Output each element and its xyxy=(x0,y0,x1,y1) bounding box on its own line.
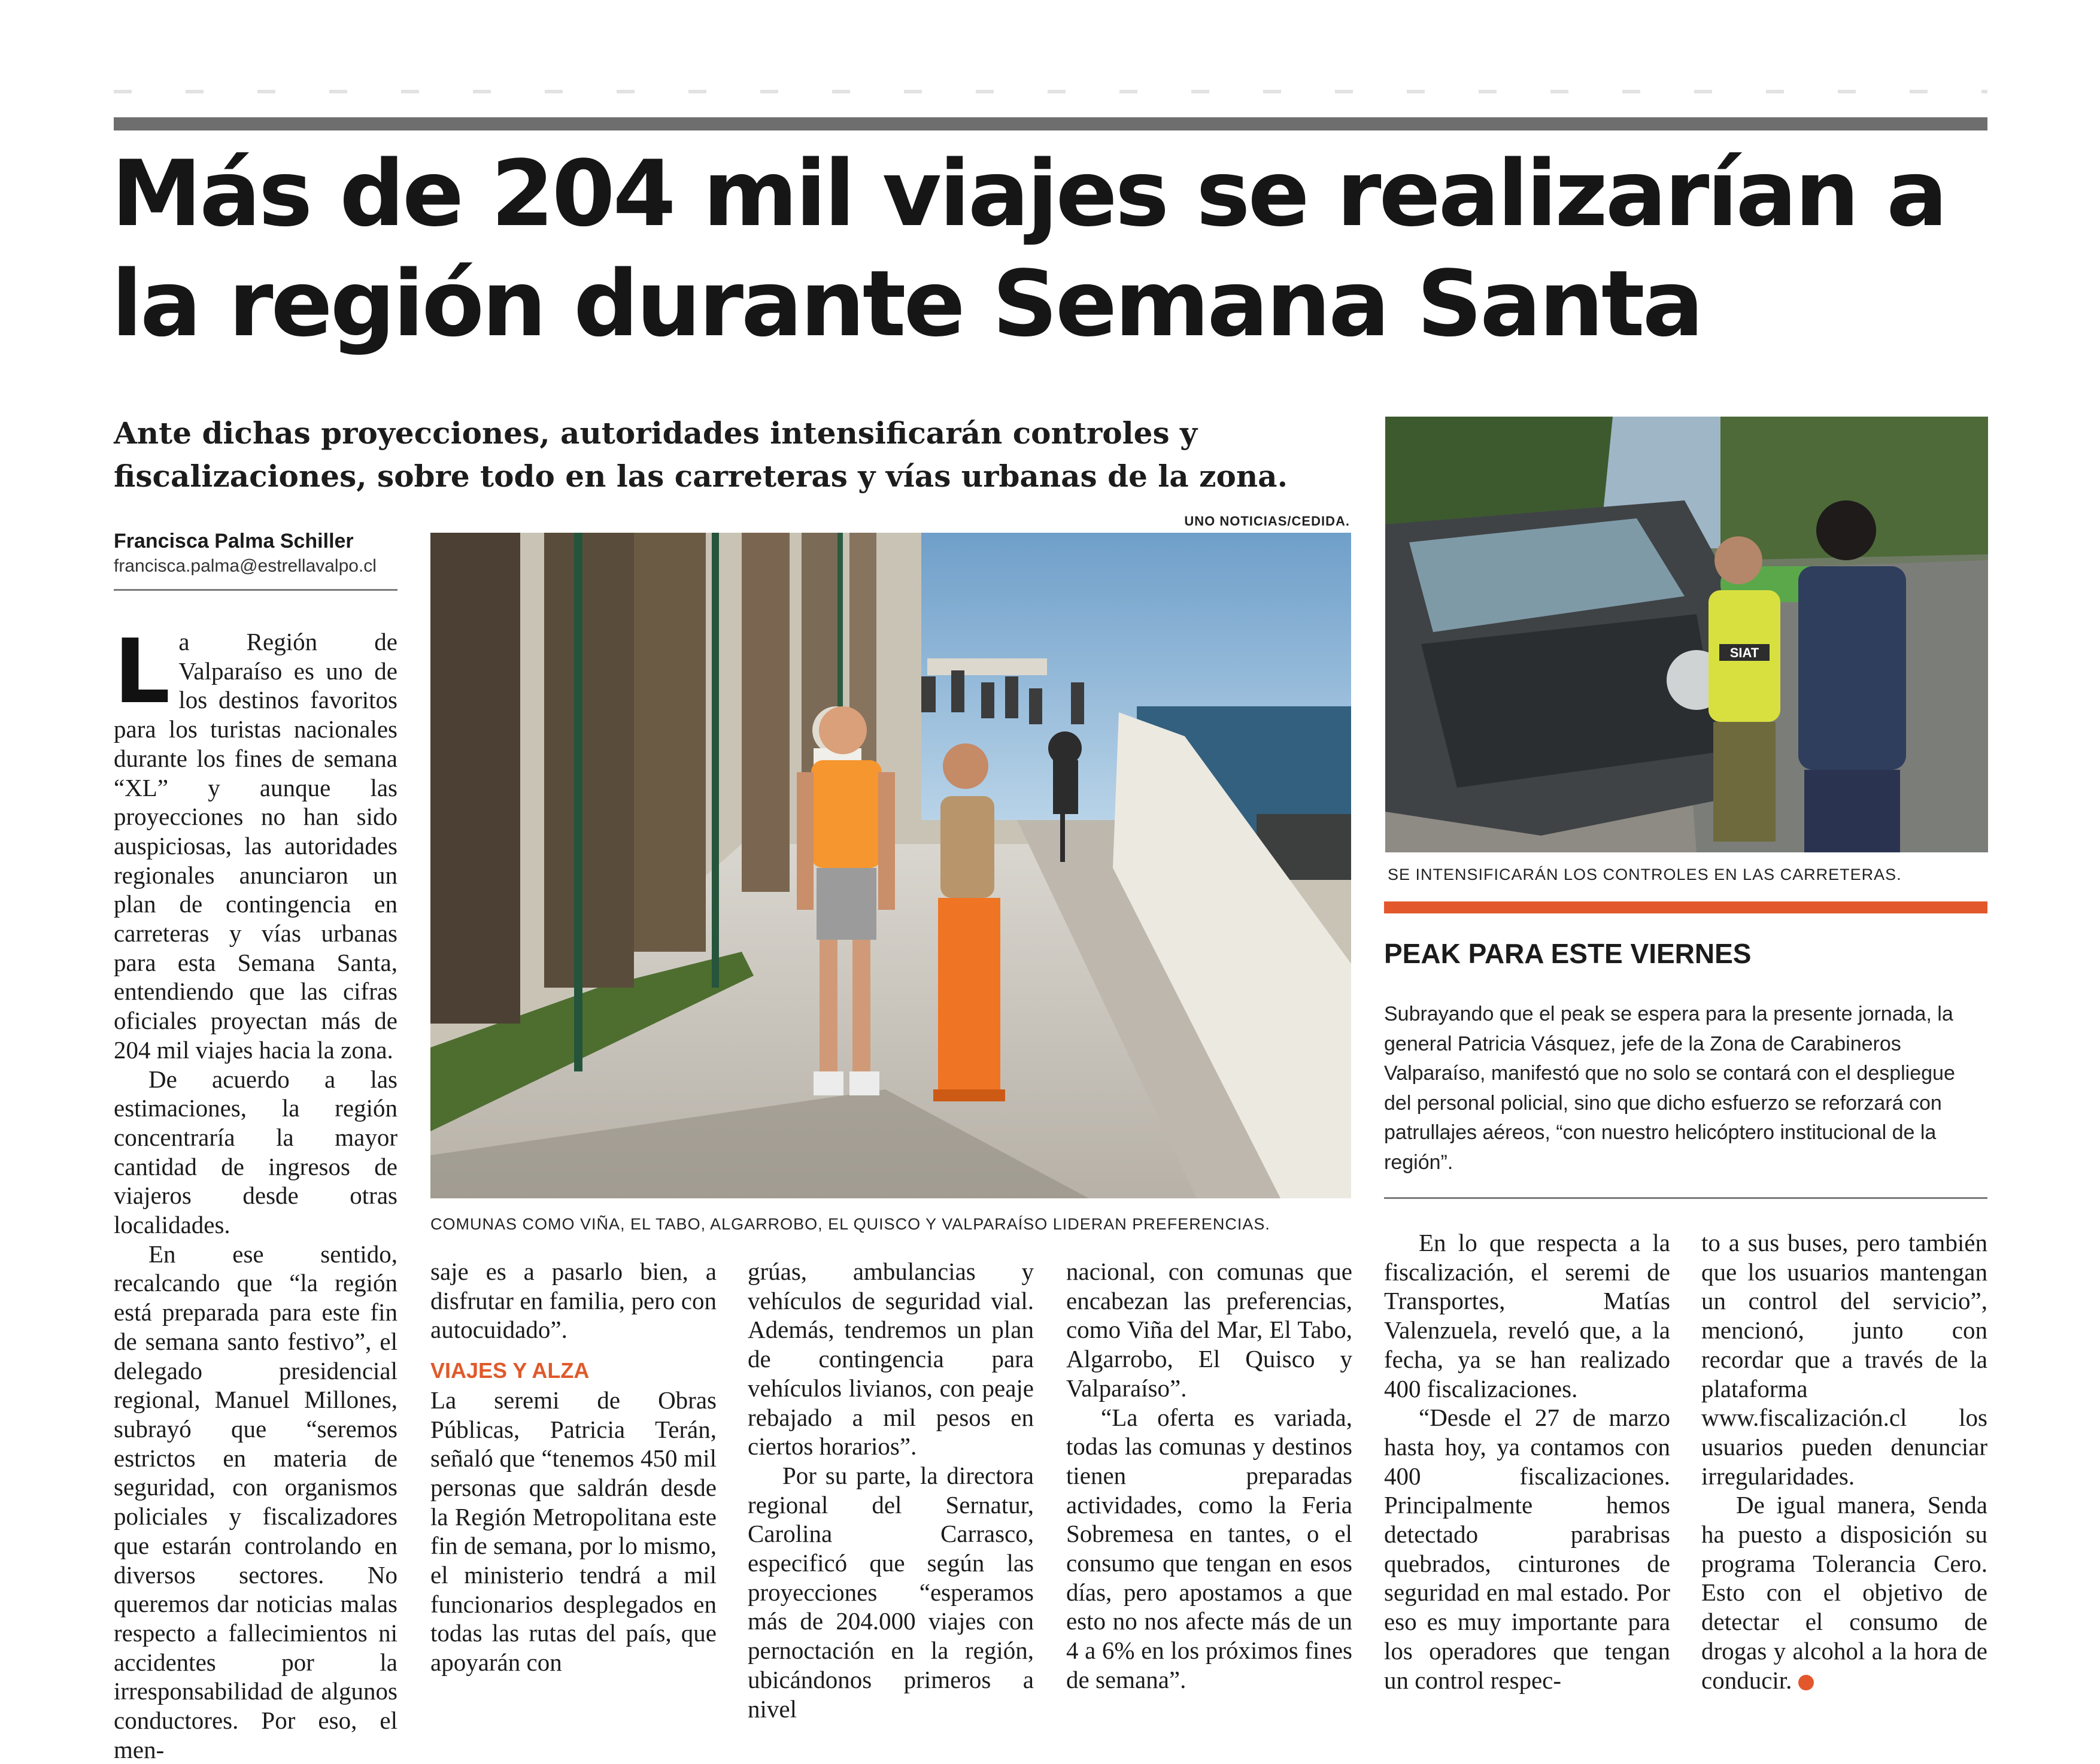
sidebar-rule xyxy=(1384,1197,1987,1199)
col2-paragraph-2: La seremi de Obras Públicas, Patricia Terán, señaló que “tenemos 450 mil personas que saldrán desde la Región Metropolitana este fin de semana, por lo mismo, el ministerio tendrá a mil funcionarios desplegados en todas las rutas del país, que apoyarán con xyxy=(430,1386,717,1677)
byline xyxy=(114,528,407,578)
col5-paragraph-1: En lo que respecta a la fiscalización, el seremi de Transportes, Matías Valenzuela, reveló que, a la fecha, ya se han realizado 400 fiscalizaciones. xyxy=(1384,1229,1670,1402)
byline-rule xyxy=(114,589,397,591)
deck-subtitle: Ante dichas proyecciones, autoridades intensificarán controles y fiscalizaciones, sobre todo en las carreteras y vías urbanas de la zona. xyxy=(114,415,1288,494)
main-photo-caption: COMUNAS COMO VIÑA, EL TABO, ALGARROBO, EL QUISCO Y VALPARAÍSO LIDERAN PREFERENCIAS. xyxy=(430,1215,1270,1233)
column-6 xyxy=(1701,1228,1987,1695)
sidebar-text: Subrayando que el peak se espera para la presente jornada, la general Patricia Vásquez, jefe de la Zona de Carabineros Valparaíso, manifestó que no solo se contará con el despliegue del personal policial, sino que dicho esfuerzo se reforzará con patrullajes aéreos, “con nuestro helicóptero institucional de la región”. xyxy=(1384,1003,1955,1174)
sidebar-title: PEAK PARA ESTE VIERNES xyxy=(1384,938,1752,969)
dropcap: L xyxy=(114,620,171,723)
section-subhead: VIAJES Y ALZA xyxy=(430,1358,590,1383)
col4-paragraph-1: nacional, con comunas que encabezan las preferencias, como Viña del Mar, El Tabo, Algarrobo, El Quisco y Valparaíso”. xyxy=(1066,1258,1352,1402)
column-5 xyxy=(1384,1228,1670,1695)
top-faint-text-strip xyxy=(114,90,1987,93)
headline: Más de 204 mil viajes se realizarían a la región durante Semana Santa xyxy=(111,141,1946,357)
end-mark-icon: ✪ xyxy=(1798,1675,1814,1690)
col3-paragraph-2: Por su parte, la directora regional del Sernatur, Carolina Carrasco, especificó que según las proyecciones “esperamos más de 204.000 viajes con pernoctación en la región, ubicándonos primeros a nivel xyxy=(748,1461,1034,1723)
sidebar-accent-bar xyxy=(1384,901,1987,913)
col2-paragraph-1: saje es a pasarlo bien, a disfrutar en familia, pero con autocuidado”. xyxy=(430,1258,717,1344)
photo-credit: UNO NOTICIAS/CEDIDA. xyxy=(1184,514,1350,529)
col1-paragraph-1: a Región de Valparaíso es uno de los destinos favoritos para los turistas nacionales durante los fines de semana “XL” y aunque las proyecciones no han sido auspiciosas, las autoridades regionales anunciaron un plan de contingencia en carreteras y vías urbanas para esta Semana Santa, entendiendo que las cifras oficiales proyectan más de 204 mil viajes hacia la zona. xyxy=(114,628,397,1064)
col6-paragraph-1: to a sus buses, pero también que los usuarios mantengan un control del servicio”, mencionó, junto con recordar que a través de la plataforma www.fiscalización.cl los usuarios pueden denunciar irregularidades. xyxy=(1701,1229,1987,1490)
side-photo xyxy=(1385,417,1988,852)
column-2 xyxy=(430,1257,717,1677)
col3-paragraph-1: grúas, ambulancias y vehículos de seguridad vial. Además, tendremos un plan de contingencia para vehículos livianos, con peaje rebajado a mil pesos en ciertos horarios”. xyxy=(748,1258,1034,1461)
top-rule xyxy=(114,117,1987,130)
column-4 xyxy=(1066,1257,1352,1695)
vest-text: SIAT xyxy=(1729,645,1759,660)
col6-paragraph-2: De igual manera, Senda ha puesto a disposición su programa Tolerancia Cero. Esto con el objetivo de detectar el consumo de drogas y alcohol a la hora de conducir. xyxy=(1701,1491,1987,1694)
column-1 xyxy=(114,620,397,1764)
side-photo-caption: SE INTENSIFICARÁN LOS CONTROLES EN LAS CARRETERAS. xyxy=(1388,866,1902,883)
col4-paragraph-2: “La oferta es variada, todas las comunas y destinos tienen preparadas actividades, como la Feria Sobremesa en tantes, o el consumo que tengan en esos días, pero apostamos a que esto no nos afecte más de un 4 a 6% en los próximos fines de semana”. xyxy=(1066,1403,1352,1693)
author-email[interactable]: francisca.palma@estrellavalpo.cl xyxy=(114,556,377,576)
col5-paragraph-2: “Desde el 27 de marzo hasta hoy, ya contamos con 400 fiscalizaciones. Principalmente hemos detectado parabrisas quebrados, cinturones de seguridad en mal estado. Por eso es muy importante para los operadores que tengan un control respec- xyxy=(1384,1404,1670,1694)
author-name: Francisca Palma Schiller xyxy=(114,530,354,552)
main-photo xyxy=(430,533,1351,1198)
col1-paragraph-3: En ese sentido, recalcando que “la región está preparada para este fin de semana santo festivo”, el delegado presidencial regional, Manuel Millones, subrayó que “seremos estrictos en materia de seguridad, con organismos policiales y fiscalizadores que estarán controlando en diversos sectores. No queremos dar noticias malas respecto a fallecimientos ni accidentes por la irresponsabilidad de algunos conductores. Por eso, el men- xyxy=(114,1240,397,1763)
column-3 xyxy=(748,1257,1034,1723)
col1-paragraph-2: De acuerdo a las estimaciones, la región concentraría la mayor cantidad de ingresos de viajeros desde otras localidades. xyxy=(114,1065,397,1239)
